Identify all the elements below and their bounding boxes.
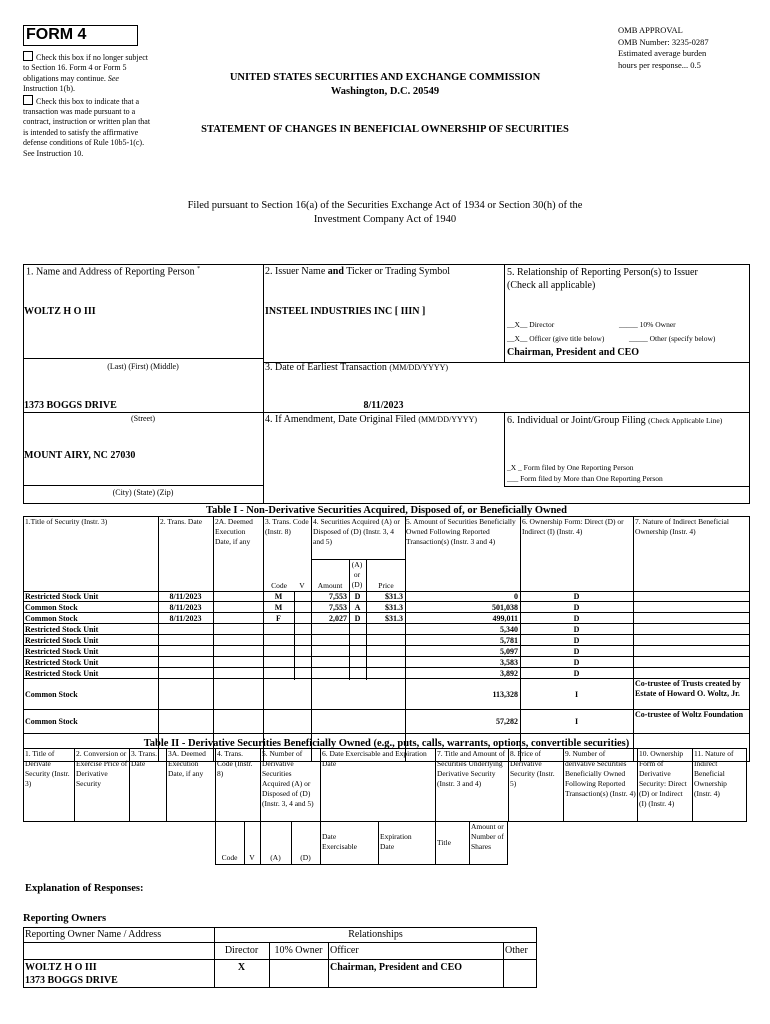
owners-col-officer: Officer	[330, 945, 359, 956]
more-person-line: ___ Form filed by More than One Reporting Person	[507, 474, 663, 483]
table-row	[23, 591, 750, 602]
t2-h2: 2. Conversion or Exercise Price of Derivative Security	[76, 749, 128, 788]
table-cell: Restricted Stock Unit	[25, 647, 99, 656]
table-cell: $31.3	[385, 592, 403, 601]
table-row	[23, 602, 750, 613]
checkbox-block	[23, 51, 151, 159]
table-cell: 2,027	[329, 614, 347, 623]
t1-h2: 2. Trans. Date	[160, 517, 203, 526]
table-cell: I	[574, 690, 579, 699]
table-row	[23, 668, 750, 679]
table-cell: Restricted Stock Unit	[25, 658, 99, 667]
t2-sub-a: (A)	[270, 853, 281, 862]
table-row	[23, 613, 750, 624]
table-cell	[313, 624, 347, 635]
table-cell: D	[573, 658, 580, 667]
reporting-grid	[23, 264, 750, 504]
t1-h5: 4. Securities Acquired (A) or Disposed of (D) (Instr. 3, 4 and 5)	[313, 517, 400, 546]
table-cell	[368, 646, 403, 657]
t2-h4: 3A. Deemed Execution Date, if any	[168, 749, 206, 778]
t1-h6: 5. Amount of Securities Beneficially Owned Following Reported Transaction(s) (Instr. 3 and 4)	[406, 517, 516, 546]
owners-col-name: Reporting Owner Name / Address	[25, 929, 162, 940]
table-cell	[368, 657, 403, 668]
t1-sub-price: Price	[378, 581, 394, 590]
table-cell	[351, 624, 364, 635]
box1-label: 1. Name and Address of Reporting Person *	[26, 266, 201, 278]
table-cell: 8/11/2023	[169, 592, 202, 601]
t1-sub-amount: Amount	[317, 581, 343, 590]
explanation-title: Explanation of Responses:	[25, 883, 144, 894]
omb-box: OMB APPROVAL OMB Number: 3235-0287 Estimated average burden hours per response... 0.5	[618, 25, 709, 70]
checkbox-icon[interactable]	[23, 95, 33, 105]
table-cell	[296, 613, 309, 624]
filed-pursuant: Filed pursuant to Section 16(a) of the Securities Exchange Act of 1934 or Section 30(h) of the Investment Company Act of 1940	[187, 200, 583, 225]
table-cell	[296, 679, 309, 710]
table-cell: D	[573, 614, 580, 623]
table-cell	[635, 635, 748, 646]
checkbox-icon[interactable]	[23, 51, 33, 61]
table-cell	[368, 624, 403, 635]
owners-col-rel: Relationships	[348, 929, 403, 940]
t2-sub-code: Code	[221, 853, 238, 862]
t2-sub-d: (D)	[300, 853, 311, 862]
table-cell: Restricted Stock Unit	[25, 625, 99, 634]
table-cell	[296, 646, 309, 657]
form-title: FORM 4	[26, 26, 87, 43]
table-row	[23, 679, 750, 710]
city-state-zip: MOUNT AIRY, NC 27030	[24, 450, 136, 461]
street-caption: (Street)	[131, 414, 155, 423]
table-cell	[265, 657, 292, 668]
table-cell: 3,892	[500, 669, 518, 678]
table-cell	[635, 613, 748, 624]
table-cell: 499,011	[492, 614, 518, 623]
table-cell	[313, 668, 347, 679]
t2-h8: 7. Title and Amount of Securities Underlying Derivative Security (Instr. 3 and 4)	[437, 749, 506, 788]
table-row	[23, 624, 750, 635]
table-cell	[296, 591, 309, 602]
t2-h10: 9. Number of derivative Securities Beneficially Owned Following Reported Transaction(s) (Instr. 4)	[565, 749, 636, 798]
table-cell	[313, 635, 347, 646]
statement-title: STATEMENT OF CHANGES IN BENEFICIAL OWNERSHIP OF SECURITIES	[201, 124, 569, 135]
table-cell	[368, 635, 403, 646]
table-row	[23, 710, 750, 734]
table-cell: A	[354, 603, 361, 612]
table-cell	[313, 646, 347, 657]
t1-h4: 3. Trans. Code (Instr. 8)	[265, 517, 309, 536]
table-cell	[215, 646, 261, 657]
table-row	[23, 646, 750, 657]
table-cell	[296, 635, 309, 646]
table-cell: D	[573, 647, 580, 656]
table-cell	[313, 710, 347, 734]
table-cell: M	[274, 592, 283, 601]
table-cell	[351, 710, 364, 734]
table-cell	[296, 668, 309, 679]
table-cell	[215, 602, 261, 613]
table-cell	[160, 679, 211, 710]
table-cell: 0	[514, 592, 518, 601]
one-person-line: _X _ Form filed by One Reporting Person	[507, 463, 634, 472]
table-cell	[265, 710, 292, 734]
director-line: __X__ Director	[507, 320, 555, 329]
table-cell	[215, 668, 261, 679]
table-cell	[296, 602, 309, 613]
t2-h9: 8. Price of Derivative Security (Instr. 5)	[510, 749, 555, 788]
t2-h5: 4. Trans. Code (Instr. 8)	[217, 749, 253, 778]
table-cell: D	[573, 636, 580, 645]
table-cell: D	[573, 592, 580, 601]
owners-title: Reporting Owners	[23, 913, 107, 924]
table-cell: Restricted Stock Unit	[25, 636, 99, 645]
t2-h11: 10. Ownership Form of Derivative Security: Direct (D) or Indirect (I) (Instr. 4)	[639, 749, 687, 808]
table-cell: 113,328	[492, 690, 518, 699]
table-cell	[265, 646, 292, 657]
agency-city: Washington, D.C. 20549	[330, 86, 440, 97]
table-cell: 8/11/2023	[169, 603, 202, 612]
form-title-box	[23, 25, 138, 46]
table-cell	[368, 668, 403, 679]
owner-officer-title: Chairman, President and CEO	[330, 962, 463, 973]
table-cell: F	[276, 614, 281, 623]
table-cell: 57,282	[496, 717, 518, 726]
table-cell	[215, 657, 261, 668]
t2-h7: 6. Date Exercisable and Expiration Date	[322, 749, 427, 768]
t2-h3: 3. Trans. Date	[131, 749, 158, 768]
table-cell	[215, 635, 261, 646]
t1-h3: 2A. Deemed Execution Date, if any	[215, 517, 253, 546]
table-cell: Restricted Stock Unit	[25, 669, 99, 678]
t2-sub-date-ex: Date Exercisable	[322, 832, 357, 851]
t2-sub-v: V	[249, 853, 255, 862]
officer-title: Chairman, President and CEO	[507, 347, 640, 358]
table-cell	[351, 646, 364, 657]
table-cell: D	[573, 669, 580, 678]
table-cell: 7,553	[329, 603, 347, 612]
table-cell	[215, 591, 261, 602]
table-cell: $31.3	[385, 603, 403, 612]
table-row	[23, 635, 750, 646]
officer-line: __X__ Officer (give title below)	[507, 334, 605, 343]
box6-label: 6. Individual or Joint/Group Filing (Check Applicable Line)	[507, 415, 723, 426]
t2-h6: 5. Number of Derivative Securities Acquired (A) or Disposed of (D) (Instr. 3, 4 and 5)	[262, 749, 314, 808]
other-line: _____ Other (specify below)	[629, 334, 716, 343]
t1-h1: 1.Title of Security (Instr. 3)	[25, 517, 108, 526]
table1-title: Table I - Non-Derivative Securities Acquired, Disposed of, or Beneficially Owned	[206, 505, 567, 516]
table-cell	[635, 646, 748, 657]
table-cell: Common Stock	[25, 690, 78, 699]
table-cell	[635, 591, 748, 602]
table-cell: 3,583	[500, 658, 518, 667]
table-cell	[215, 624, 261, 635]
table-cell	[296, 657, 309, 668]
box3-label: 3. Date of Earliest Transaction (MM/DD/YYYY)	[265, 362, 449, 373]
t2-sub-amount: Amount or Number of Shares	[471, 822, 504, 851]
table-cell	[265, 624, 292, 635]
table-cell	[160, 668, 211, 679]
issuer-name: INSTEEL INDUSTRIES INC [ IIIN ]	[265, 306, 426, 317]
t2-sub-title: Title	[437, 838, 451, 847]
table-cell	[160, 635, 211, 646]
table-cell: 7,553	[329, 592, 347, 601]
box2-label: 2. Issuer Name and Ticker or Trading Symbol	[265, 266, 451, 277]
csz-caption: (City) (State) (Zip)	[112, 488, 174, 497]
ten-pct-owner-line: _____ 10% Owner	[619, 320, 676, 329]
owners-col-10pct: 10% Owner	[274, 945, 323, 956]
t2-h12: 11. Nature of Indirect Beneficial Ownership (Instr. 4)	[694, 749, 734, 798]
table-cell	[635, 602, 748, 613]
table-cell	[351, 679, 364, 710]
table-cell	[160, 710, 211, 734]
table-cell: 5,781	[500, 636, 518, 645]
t1-h7: 6. Ownership Form: Direct (D) or Indirect (I) (Instr. 4)	[522, 517, 624, 536]
table-cell	[635, 657, 748, 668]
street: 1373 BOGGS DRIVE	[24, 400, 117, 411]
table2-title: Table II - Derivative Securities Beneficially Owned (e.g., puts, calls, warrants, options, convertible securities)	[143, 738, 630, 749]
table-cell: I	[574, 717, 579, 726]
table-cell	[215, 679, 261, 710]
t1-sub-v: V	[299, 581, 305, 590]
owner-name: WOLTZ H O III	[25, 962, 97, 973]
table-cell: D	[354, 592, 361, 601]
t1-sub-code: Code	[271, 581, 287, 590]
table-cell: Common Stock	[25, 717, 78, 726]
table-cell	[296, 710, 309, 734]
table-cell	[215, 613, 261, 624]
table-cell: 8/11/2023	[169, 614, 202, 623]
table-cell	[160, 657, 211, 668]
reporting-person-name: WOLTZ H O III	[24, 306, 96, 317]
table-cell: M	[274, 603, 283, 612]
table-cell	[368, 710, 403, 734]
table-cell	[265, 635, 292, 646]
box5-label: 5. Relationship of Reporting Person(s) to Issuer (Check all applicable)	[507, 267, 698, 291]
owner-address: 1373 BOGGS DRIVE	[25, 975, 118, 986]
table-cell	[215, 710, 261, 734]
table-cell: 5,340	[500, 625, 518, 634]
t1-sub-aod: (A) or (D)	[351, 560, 363, 589]
table-cell	[313, 679, 347, 710]
t1-h8: 7. Nature of Indirect Beneficial Ownership (Instr. 4)	[635, 517, 729, 536]
section16-checkbox[interactable]: Check this box if no longer subject to Section 16. Form 4 or Form 5 obligations may continue. See Instruction 1(b).	[23, 53, 148, 94]
owners-col-director: Director	[224, 945, 259, 956]
t2-sub-exp: Expiration Date	[380, 832, 412, 851]
table-cell: Co-trustee of Trusts created by Estate of Howard O. Woltz, Jr.	[635, 679, 741, 698]
table-cell	[313, 657, 347, 668]
table-cell	[265, 668, 292, 679]
owners-col-other: Other	[505, 945, 528, 956]
table-cell: $31.3	[385, 614, 403, 623]
table-cell	[265, 679, 292, 710]
table-cell	[351, 657, 364, 668]
box4-label: 4. If Amendment, Date Original Filed (MM/DD/YYYY)	[265, 414, 477, 425]
table-cell	[351, 635, 364, 646]
table-cell: D	[573, 603, 580, 612]
table-cell	[635, 624, 748, 635]
table-row	[23, 657, 750, 668]
owner-director-mark: X	[237, 962, 246, 973]
table-cell	[160, 624, 211, 635]
table-cell: Co-trustee of Woltz Foundation	[635, 710, 744, 719]
table-cell	[296, 624, 309, 635]
table-cell: Common Stock	[25, 603, 78, 612]
table-cell	[351, 668, 364, 679]
table-cell: 501,038	[492, 603, 518, 612]
table-cell	[160, 646, 211, 657]
table-cell	[368, 679, 403, 710]
table-cell: D	[573, 625, 580, 634]
table-cell: Common Stock	[25, 614, 78, 623]
table-cell: D	[354, 614, 361, 623]
agency-name: UNITED STATES SECURITIES AND EXCHANGE COMMISSION	[229, 72, 541, 83]
table-cell: Restricted Stock Unit	[25, 592, 99, 601]
rule10b5-checkbox[interactable]: Check this box to indicate that a transaction was made pursuant to a contract, instruction or written plan that is intended to satisfy the affirmative defense conditions of Rule 10b5-1(c). See Instruction 10.	[23, 96, 151, 158]
t2-h1: 1. Title of Derivate Security (Instr. 3)	[25, 749, 70, 788]
name-caption: (Last) (First) (Middle)	[107, 362, 179, 371]
table-cell: 5,097	[500, 647, 518, 656]
table-cell	[635, 668, 748, 679]
earliest-date: 8/11/2023	[363, 400, 404, 411]
